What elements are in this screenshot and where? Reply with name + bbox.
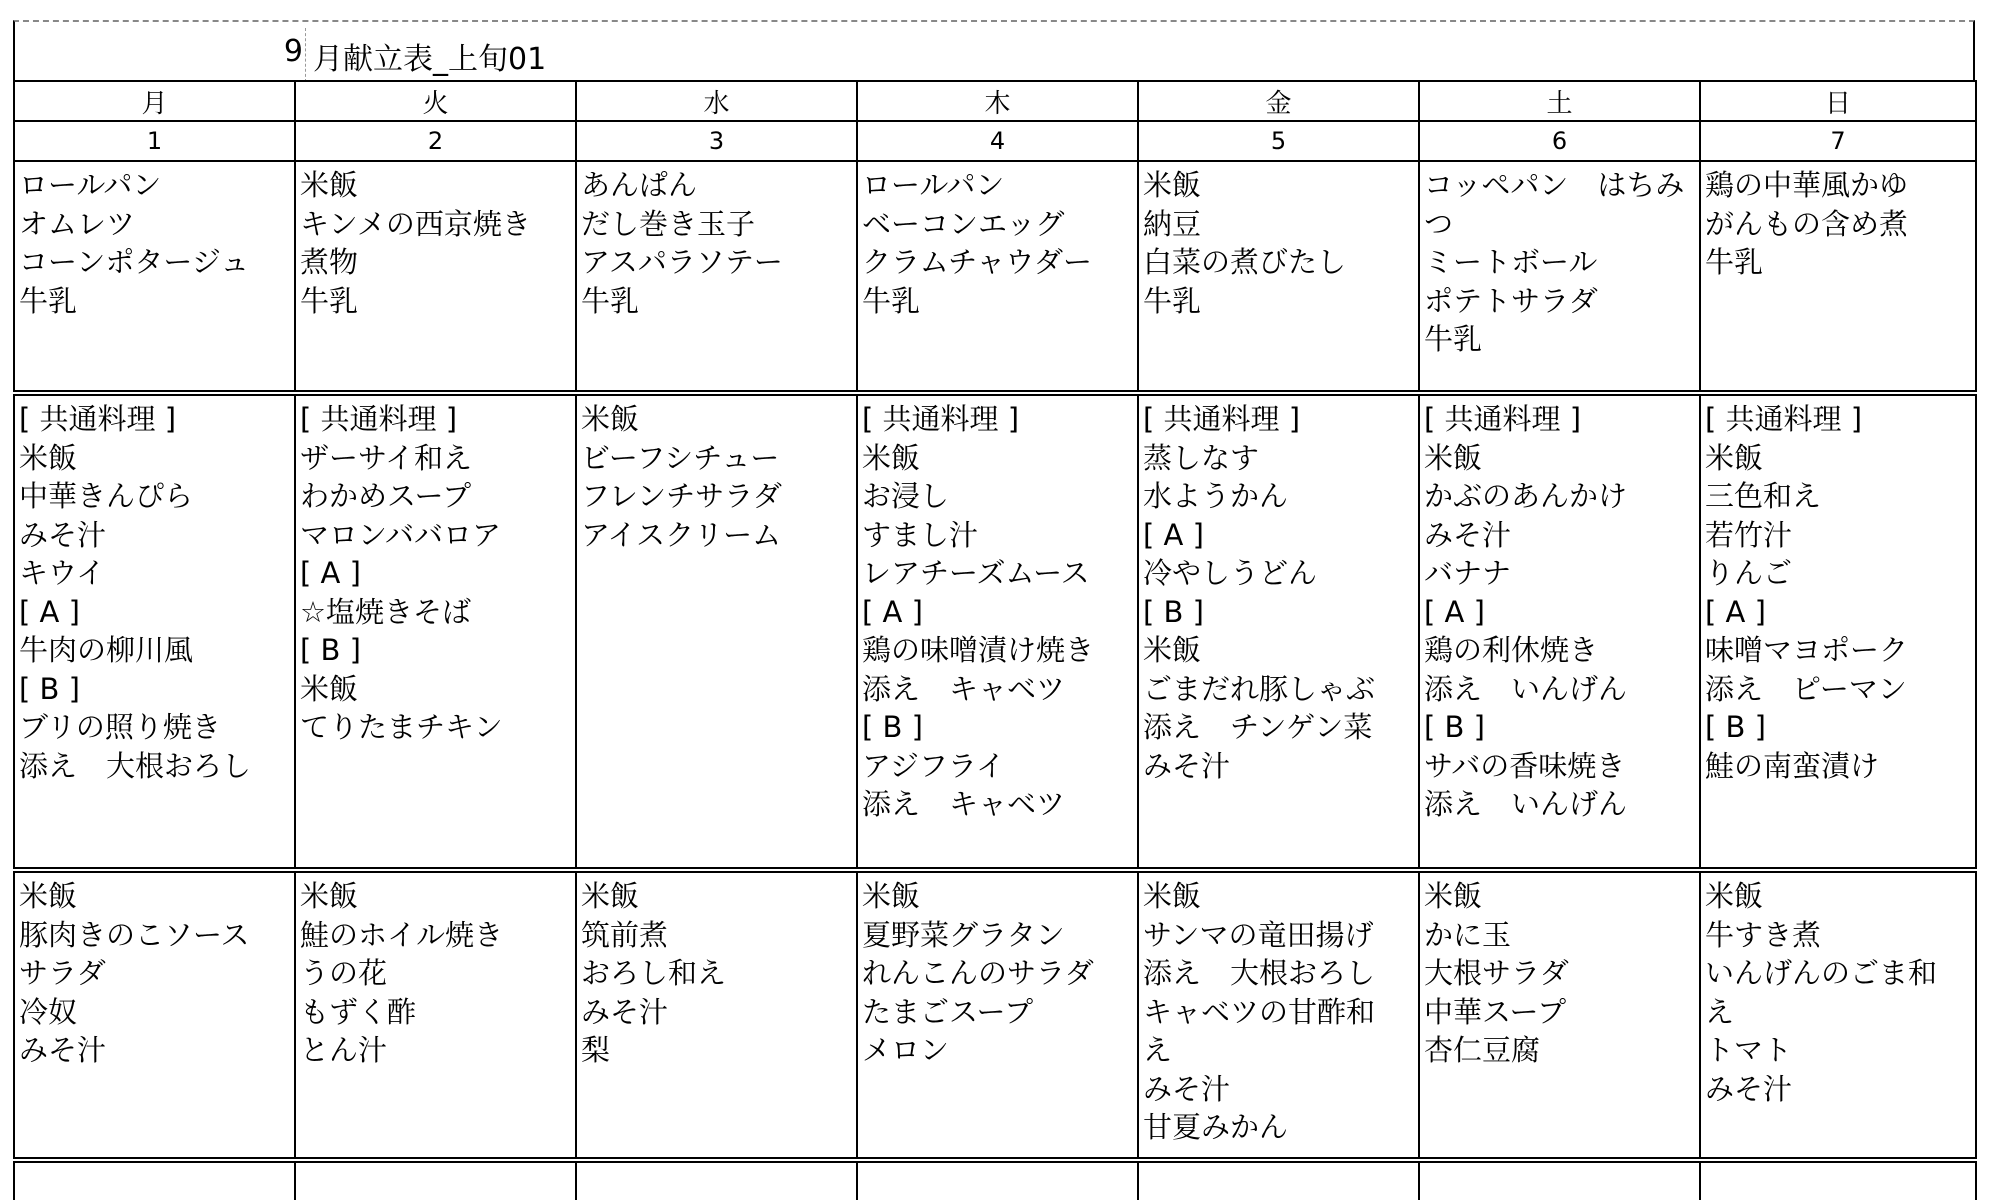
weekday-cell: 火 (295, 81, 576, 121)
menu-item: 三色和え (1705, 479, 1822, 513)
menu-item: 添え キャベツ (862, 671, 1066, 706)
menu-item: [ 共通料理 ] (1705, 402, 1863, 436)
menu-item: ロールパン (862, 168, 1005, 202)
menu-item: 米飯 (1705, 440, 1764, 475)
menu-item: [ A ] (1143, 517, 1204, 552)
lunch-cell (1419, 393, 1700, 870)
menu-item: 牛乳 (581, 283, 640, 318)
menu-item: いんげんのごま和 (1705, 956, 1938, 990)
next-row-stub (14, 1160, 1976, 1200)
menu-item: 牛乳 (1424, 322, 1483, 356)
menu-item: 米飯 (1143, 168, 1202, 202)
menu-item: [ A ] (300, 556, 361, 590)
menu-item: みそ汁 (19, 1033, 107, 1067)
breakfast-cell (1419, 161, 1700, 393)
dinner-cell (295, 870, 576, 1160)
menu-item: 米飯 (300, 671, 359, 706)
empty-cell (14, 1160, 295, 1200)
menu-item: [ 共通料理 ] (862, 402, 1020, 436)
menu-item: 甘夏みかん (1143, 1110, 1289, 1144)
menu-item: フレンチサラダ (581, 479, 782, 513)
menu-item: 米飯 (1143, 633, 1202, 667)
menu-item: サラダ (19, 956, 106, 990)
title-row (13, 20, 1975, 80)
menu-item: キウイ (19, 556, 106, 590)
menu-item: 煮物 (300, 245, 359, 279)
menu-item: うの花 (300, 956, 388, 990)
menu-item: 若竹汁 (1705, 517, 1793, 552)
menu-item: 蒸しなす (1143, 440, 1260, 475)
empty-cell (1700, 1160, 1976, 1200)
menu-item: バナナ (1424, 556, 1512, 590)
menu-item: みそ汁 (1143, 1071, 1231, 1106)
menu-item: アスパラソテー (581, 245, 783, 279)
menu-item: 米飯 (581, 402, 640, 436)
menu-table (13, 80, 1977, 1200)
menu-item: コーンポタージュ (19, 245, 250, 279)
menu-item: [ 共通料理 ] (1143, 402, 1301, 436)
menu-item: え (1143, 1033, 1173, 1067)
menu-item: 大根サラダ (1424, 956, 1569, 990)
menu-item: 添え 大根おろし (19, 748, 252, 783)
menu-item: 牛すき煮 (1705, 917, 1822, 952)
title-month: 9 (283, 34, 303, 69)
menu-item: 牛乳 (1143, 283, 1202, 318)
empty-cell (576, 1160, 857, 1200)
menu-item: 添え ピーマン (1705, 671, 1907, 706)
menu-item: [ A ] (1424, 594, 1485, 629)
breakfast-cell (857, 161, 1138, 393)
menu-item: レアチーズムース (862, 556, 1090, 590)
lunch-cell (576, 393, 857, 870)
breakfast-cell (576, 161, 857, 393)
menu-item: サバの香味焼き (1424, 748, 1626, 783)
menu-item: [ B ] (862, 710, 923, 744)
menu-item: トマト (1705, 1033, 1793, 1067)
menu-item: 米飯 (1705, 879, 1764, 913)
menu-item: ベーコンエッグ (862, 206, 1065, 241)
breakfast-cell (14, 161, 295, 393)
menu-item: 米飯 (19, 879, 78, 913)
menu-item: だし巻き玉子 (581, 206, 756, 241)
menu-item: サンマの竜田揚げ (1143, 917, 1374, 952)
menu-item: クラムチャウダー (862, 245, 1092, 279)
menu-item: 冷奴 (19, 994, 78, 1029)
menu-item: ブリの照り焼き (19, 710, 221, 744)
menu-item: 添え キャベツ (862, 787, 1066, 821)
menu-item: 米飯 (19, 440, 78, 475)
dinner-row (14, 870, 1976, 1160)
date-cell: 5 (1138, 121, 1419, 161)
menu-item: たまごスープ (862, 994, 1034, 1029)
menu-item: [ A ] (19, 594, 80, 629)
lunch-cell (857, 393, 1138, 870)
menu-item: 夏野菜グラタン (862, 917, 1065, 952)
menu-item: [ A ] (1705, 594, 1766, 629)
title-divider (305, 28, 306, 82)
menu-item: 牛肉の柳川風 (19, 633, 194, 667)
weekday-cell: 月 (14, 81, 295, 121)
date-cell: 1 (14, 121, 295, 161)
menu-item: 米飯 (862, 440, 921, 475)
menu-item: あんぱん (581, 168, 698, 202)
menu-item: 米飯 (862, 879, 921, 913)
weekday-cell: 水 (576, 81, 857, 121)
menu-item: 筑前煮 (581, 917, 669, 952)
weekday-cell: 木 (857, 81, 1138, 121)
menu-item: みそ汁 (1705, 1071, 1793, 1106)
menu-item: オムレツ (19, 206, 136, 241)
menu-item: キンメの西京焼き (300, 206, 531, 241)
menu-item: とん汁 (300, 1033, 388, 1067)
menu-item: みそ汁 (1424, 517, 1512, 552)
menu-item: [ B ] (1705, 710, 1766, 744)
menu-item: [ B ] (19, 671, 80, 706)
date-cell: 3 (576, 121, 857, 161)
lunch-row (14, 393, 1976, 870)
menu-item: 添え いんげん (1424, 787, 1628, 821)
menu-item: れんこんのサラダ (862, 956, 1094, 990)
menu-item: ビーフシチュー (581, 440, 780, 475)
menu-item: 鮭のホイル焼き (300, 917, 504, 952)
empty-cell (1419, 1160, 1700, 1200)
menu-sheet (13, 20, 1975, 1200)
menu-item: すまし汁 (862, 517, 979, 552)
breakfast-row (14, 161, 1976, 393)
date-cell: 4 (857, 121, 1138, 161)
menu-item: 鶏の利休焼き (1424, 633, 1599, 667)
menu-item: ☆塩焼きそば (300, 594, 471, 629)
menu-item: 添え いんげん (1424, 671, 1628, 706)
menu-item: [ B ] (1424, 710, 1485, 744)
lunch-cell (14, 393, 295, 870)
menu-item: 牛乳 (19, 283, 78, 318)
breakfast-cell (1138, 161, 1419, 393)
menu-item: 添え 大根おろし (1143, 956, 1376, 990)
menu-item: 白菜の煮びたし (1143, 245, 1347, 279)
breakfast-cell (295, 161, 576, 393)
menu-item: ミートボール (1424, 245, 1598, 279)
date-cell: 6 (1419, 121, 1700, 161)
lunch-cell (1700, 393, 1976, 870)
menu-item: みそ汁 (581, 994, 669, 1029)
menu-item: ロールパン (19, 168, 162, 202)
menu-item: 水ようかん (1143, 479, 1289, 513)
weekday-cell: 日 (1700, 81, 1976, 121)
menu-item: 米飯 (1424, 879, 1483, 913)
menu-item: つ (1424, 206, 1454, 241)
menu-item: 米飯 (1143, 879, 1202, 913)
menu-item: てりたまチキン (300, 710, 503, 744)
dinner-cell (14, 870, 295, 1160)
menu-item: キャベツの甘酢和 (1143, 994, 1376, 1029)
date-cell: 2 (295, 121, 576, 161)
menu-item: がんもの含め煮 (1705, 206, 1909, 241)
menu-item: 中華スープ (1424, 994, 1567, 1029)
page-title: 月献立表_上旬01 (313, 42, 547, 77)
breakfast-cell (1700, 161, 1976, 393)
menu-item: 牛乳 (862, 283, 921, 318)
menu-item: お浸し (862, 479, 950, 513)
dinner-cell (1138, 870, 1419, 1160)
menu-item: アジフライ (862, 748, 1005, 783)
menu-item: コッペパン はちみ (1424, 168, 1685, 202)
menu-item: 味噌マヨポーク (1705, 633, 1909, 667)
empty-cell (295, 1160, 576, 1200)
menu-item: 添え チンゲン菜 (1143, 710, 1373, 744)
menu-item: え (1705, 994, 1735, 1029)
menu-item: みそ汁 (1143, 748, 1231, 783)
menu-item: 中華きんぴら (19, 479, 194, 513)
weekday-cell: 金 (1138, 81, 1419, 121)
menu-item: りんご (1705, 556, 1793, 590)
menu-item: 鮭の南蛮漬け (1705, 748, 1880, 783)
menu-item: [ 共通料理 ] (300, 402, 458, 436)
menu-item: [ B ] (300, 633, 361, 667)
menu-item: 納豆 (1143, 206, 1202, 241)
menu-item: ごまだれ豚しゃぶ (1143, 671, 1376, 706)
menu-item: 冷やしうどん (1143, 556, 1318, 590)
menu-item: かに玉 (1424, 917, 1512, 952)
menu-item: 牛乳 (300, 283, 359, 318)
menu-item: わかめスープ (300, 479, 472, 513)
menu-item: [ 共通料理 ] (19, 402, 177, 436)
menu-item: [ A ] (862, 594, 923, 629)
menu-item: 鶏の中華風かゆ (1705, 168, 1909, 202)
dinner-cell (857, 870, 1138, 1160)
menu-item: 梨 (581, 1033, 611, 1067)
empty-cell (1138, 1160, 1419, 1200)
menu-item: ポテトサラダ (1424, 283, 1598, 318)
menu-item: 米飯 (300, 168, 359, 202)
menu-item: メロン (862, 1033, 950, 1067)
menu-item: アイスクリーム (581, 517, 782, 552)
menu-item: [ 共通料理 ] (1424, 402, 1582, 436)
menu-item: 杏仁豆腐 (1424, 1033, 1541, 1067)
dinner-cell (576, 870, 857, 1160)
menu-item: 米飯 (1424, 440, 1483, 475)
menu-item: 豚肉きのこソース (19, 917, 250, 952)
date-cell: 7 (1700, 121, 1976, 161)
dinner-cell (1700, 870, 1976, 1160)
menu-item: 鶏の味噌漬け焼き (862, 633, 1095, 667)
menu-item: 米飯 (581, 879, 640, 913)
date-row (14, 121, 1976, 161)
menu-item: ザーサイ和え (300, 440, 472, 475)
menu-item: [ B ] (1143, 594, 1204, 629)
menu-item: みそ汁 (19, 517, 107, 552)
lunch-cell (295, 393, 576, 870)
menu-item: マロンババロア (300, 517, 501, 552)
menu-item: 米飯 (300, 879, 359, 913)
weekday-row (14, 81, 1976, 121)
lunch-cell (1138, 393, 1419, 870)
menu-item: おろし和え (581, 956, 727, 990)
menu-item: かぶのあんかけ (1424, 479, 1628, 513)
weekday-cell: 土 (1419, 81, 1700, 121)
empty-cell (857, 1160, 1138, 1200)
dinner-cell (1419, 870, 1700, 1160)
menu-item: 牛乳 (1705, 245, 1764, 279)
menu-item: もずく酢 (300, 994, 417, 1029)
